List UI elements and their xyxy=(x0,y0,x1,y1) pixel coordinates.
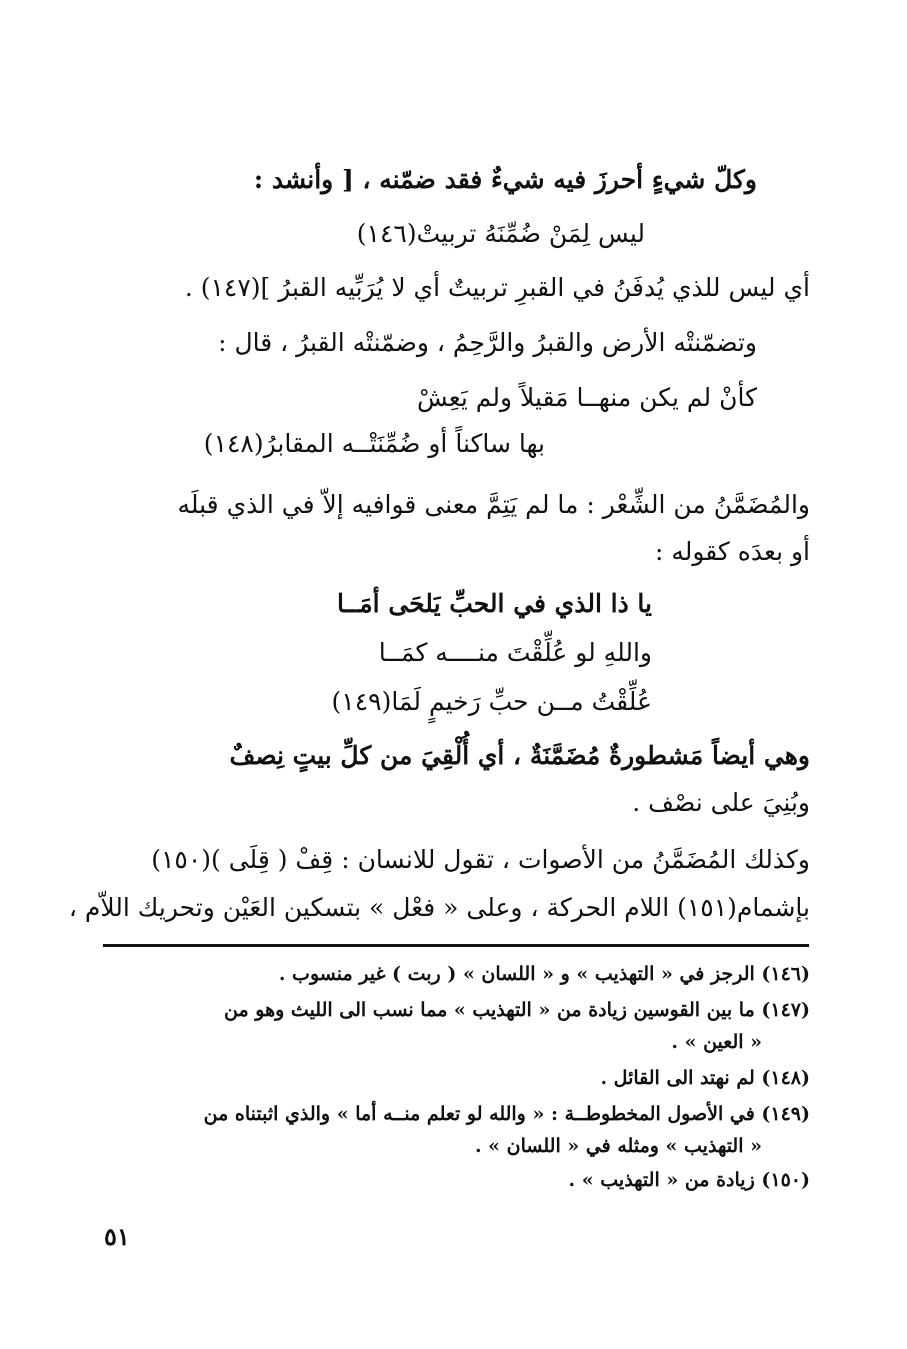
text-line-7b: أو بعدَه كقوله : xyxy=(654,537,810,566)
verse-2b: بها ساكناً أو ضُمِّنَتْــه المقابرُ(١٤٨) xyxy=(203,429,545,458)
footnote-149-line-2: « التهذيب » ومثله في « اللسان » . xyxy=(474,1135,762,1157)
poem-line-3: عُلِّقْتُ مــن حبِّ رَخيمٍ لَمَا(١٤٩) xyxy=(331,687,652,716)
text-line-1: وكلّ شيءٍ أحرزَ فيه شيءٌ فقد ضمّنه ، [ وأنشد : xyxy=(253,165,757,194)
text-line-7a: والمُضَمَّنُ من الشِّعْر : ما لم يَتِمَّ معنى قوافيه إلاّ في الذي قبلَه xyxy=(177,490,810,519)
text-line-12a: وكذلك المُضَمَّنُ من الأصوات ، تقول للانسان : قِفْ ( قِلَى )(١٥٠) xyxy=(151,845,810,874)
footnote-147-line-1: (١٤٧) ما بين القوسين زيادة من « التهذيب » مما نسب الى الليث وهو من xyxy=(224,999,810,1021)
footnote-146: (١٤٦) الرجز في « التهذيب » و « اللسان » ( ربت ) غير منسوب . xyxy=(278,963,810,985)
text-line-12b: بإشمام(١٥١) اللام الحركة ، وعلى « فعْل » بتسكين العَيْن وتحريك اللاّم ، xyxy=(68,893,810,922)
verse-1: ليس لِمَنْ ضُمِّنَهُ تربيتْ(١٤٦) xyxy=(356,219,645,248)
footnote-148: (١٤٨) لم نهتد الى القائل . xyxy=(600,1067,810,1089)
text-line-3: أي ليس للذي يُدفَنُ في القبرِ تربيتٌ أي لا يُرَبِّيه القبرُ ](١٤٧) . xyxy=(184,273,810,302)
footnote-separator xyxy=(103,944,809,947)
text-line-11a: وهي أيضاً مَشطورةٌ مُضَمَّنَةٌ ، أي أُلْقِيَ من كلِّ بيتٍ نِصفٌ xyxy=(229,741,810,770)
footnote-147-line-2: « العين » . xyxy=(671,1031,762,1053)
footnote-150: (١٥٠) زيادة من « التهذيب » . xyxy=(568,1169,810,1191)
verse-2a: كأنْ لم يكن منهــا مَقيلاً ولم يَعِشْ xyxy=(416,383,757,412)
poem-line-2: واللهِ لو عُلِّقْتَ منــــه كمَــا xyxy=(378,638,652,667)
poem-line-1: يا ذا الذي في الحبِّ يَلحَى أمَــا xyxy=(337,589,652,618)
text-line-4: وتضمّنتْه الأرض والقبرُ والرَّحِمُ ، وضمّنتْه القبرُ ، قال : xyxy=(218,328,757,357)
footnote-149-line-1: (١٤٩) في الأصول المخطوطــة : « والله لو تعلم منــه أما » والذي اثبتناه من xyxy=(203,1103,810,1125)
page-number: ٥١ xyxy=(104,1222,130,1251)
text-line-11b: وبُنِيَ على نصْف . xyxy=(632,788,810,817)
